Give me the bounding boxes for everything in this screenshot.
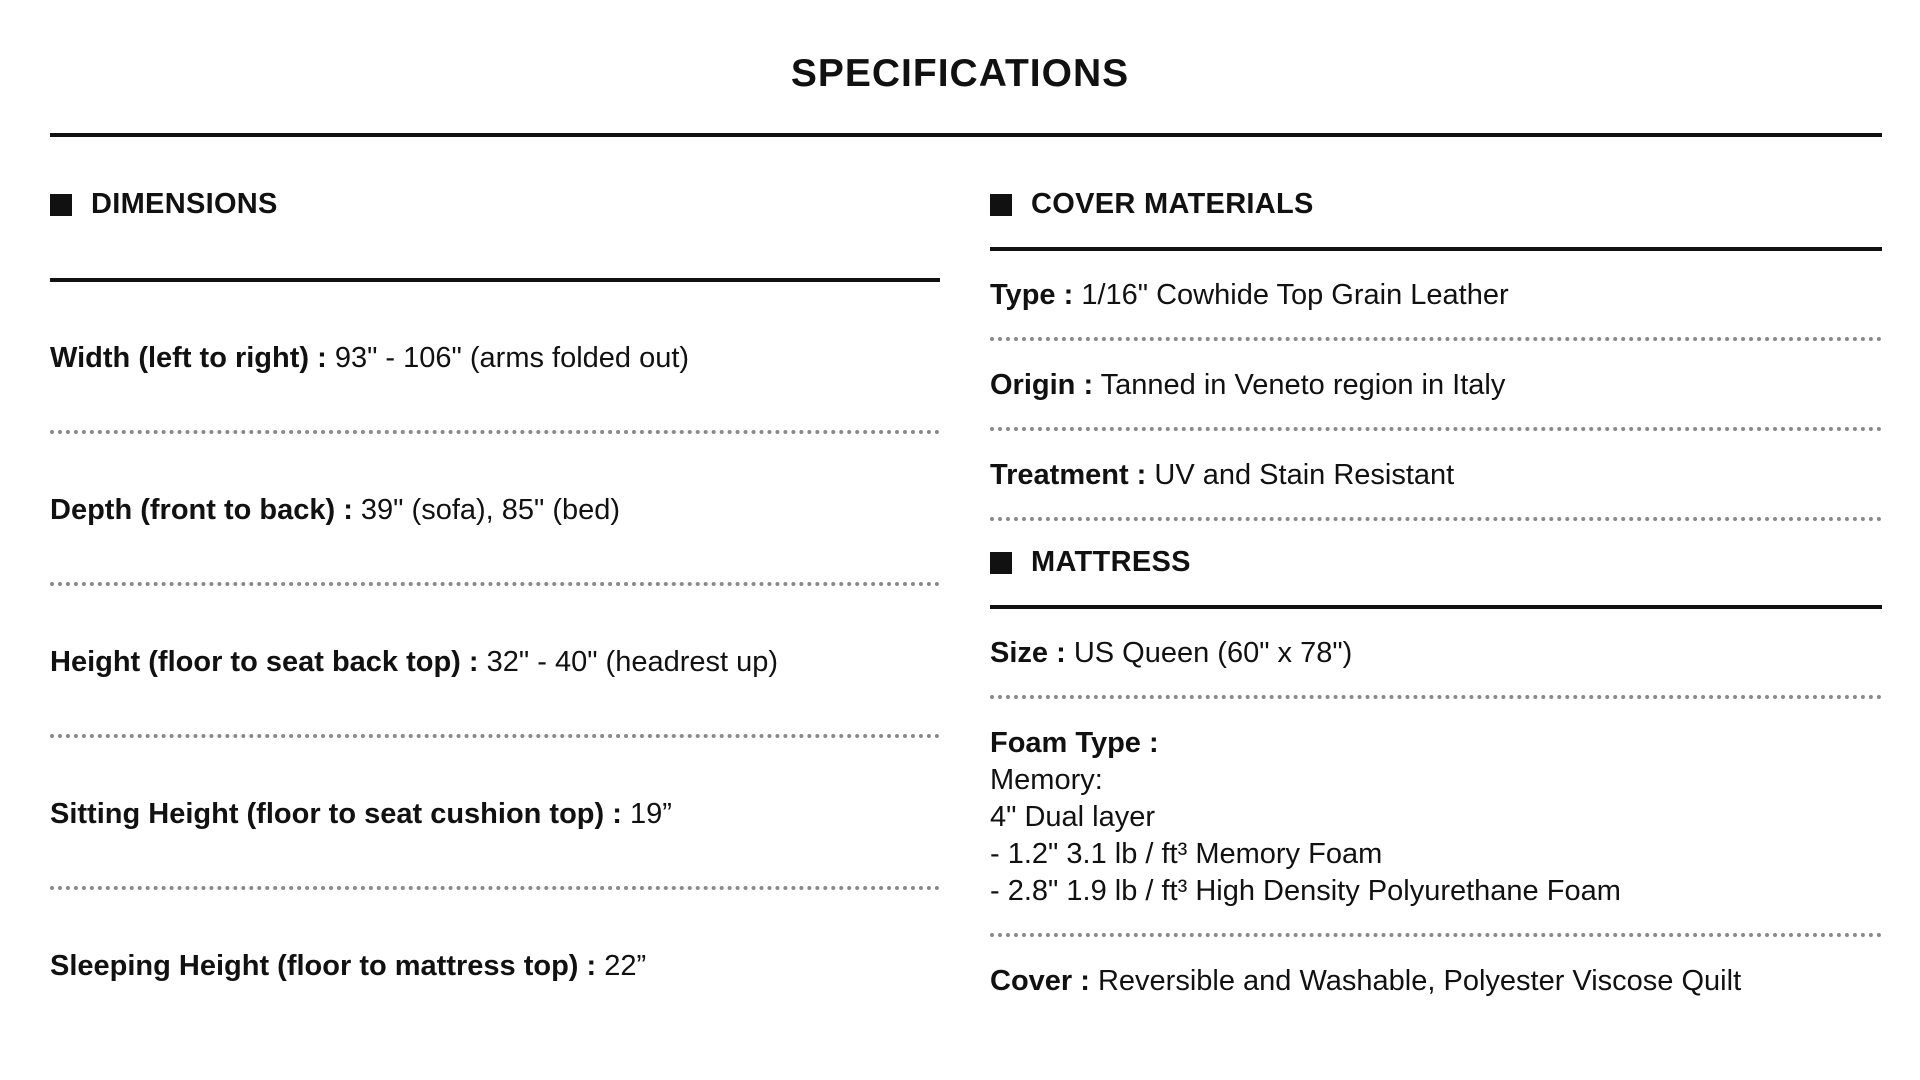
spec-label: Cover : (990, 965, 1090, 997)
foam-line: 4" Dual layer (990, 801, 1156, 833)
spec-value: Tanned in Veneto region in Italy (1100, 369, 1506, 401)
spec-label: Type : (990, 279, 1074, 311)
spec-value: US Queen (60" x 78") (1073, 637, 1353, 669)
spec-label: Depth (front to back) : (50, 494, 353, 526)
spec-label: Foam Type : (990, 727, 1159, 759)
mattress-heading-text: MATTRESS (1031, 546, 1191, 578)
row-divider (990, 337, 1882, 341)
spec-row-depth (50, 492, 940, 529)
row-divider (990, 517, 1882, 521)
spec-row-foam-type (990, 725, 1882, 910)
square-bullet-icon (990, 552, 1012, 574)
mattress-divider (990, 605, 1882, 609)
spec-row-origin (990, 367, 1882, 404)
foam-line: Memory: (990, 764, 1103, 796)
spec-label: Treatment : (990, 459, 1147, 491)
spec-row-treatment (990, 457, 1882, 494)
dimensions-divider (50, 278, 940, 282)
spec-row-size (990, 635, 1882, 672)
mattress-heading (990, 546, 1191, 579)
foam-line: - 1.2" 3.1 lb / ft³ Memory Foam (990, 838, 1383, 870)
dimensions-heading (50, 188, 278, 221)
spec-row-height (50, 644, 940, 681)
foam-line: - 2.8" 1.9 lb / ft³ High Density Polyurethane Foam (990, 875, 1621, 907)
spec-label: Height (floor to seat back top) : (50, 646, 479, 678)
spec-label: Sitting Height (floor to seat cushion top) : (50, 798, 622, 830)
spec-row-cover (990, 963, 1882, 1000)
spec-value: 93" - 106" (arms folded out) (334, 342, 690, 374)
row-divider (50, 430, 940, 434)
title-divider (50, 133, 1882, 137)
spec-label: Sleeping Height (floor to mattress top) : (50, 950, 597, 982)
row-divider (50, 886, 940, 890)
spec-value: 22” (604, 950, 647, 982)
square-bullet-icon (990, 194, 1012, 216)
square-bullet-icon (50, 194, 72, 216)
row-divider (990, 933, 1882, 937)
row-divider (990, 695, 1882, 699)
row-divider (50, 582, 940, 586)
spec-label: Origin : (990, 369, 1094, 401)
page-title: SPECIFICATIONS (790, 52, 1130, 95)
cover-materials-divider (990, 247, 1882, 251)
spec-row-sitting-height (50, 796, 940, 833)
spec-row-type (990, 277, 1882, 314)
cover-materials-heading-text: COVER MATERIALS (1031, 188, 1314, 220)
cover-materials-heading (990, 188, 1314, 221)
row-divider (50, 734, 940, 738)
spec-value: 39" (sofa), 85" (bed) (360, 494, 621, 526)
spec-row-sleeping-height (50, 948, 940, 985)
spec-label: Size : (990, 637, 1066, 669)
spec-row-width (50, 340, 940, 377)
spec-value: 32" - 40" (headrest up) (486, 646, 779, 678)
spec-value: 19” (629, 798, 672, 830)
spec-label: Width (left to right) : (50, 342, 327, 374)
spec-value: Reversible and Washable, Polyester Viscose Quilt (1097, 965, 1742, 997)
row-divider (990, 427, 1882, 431)
dimensions-heading-text: DIMENSIONS (91, 188, 278, 220)
spec-value: UV and Stain Resistant (1154, 459, 1455, 491)
spec-value: 1/16" Cowhide Top Grain Leather (1081, 279, 1509, 311)
